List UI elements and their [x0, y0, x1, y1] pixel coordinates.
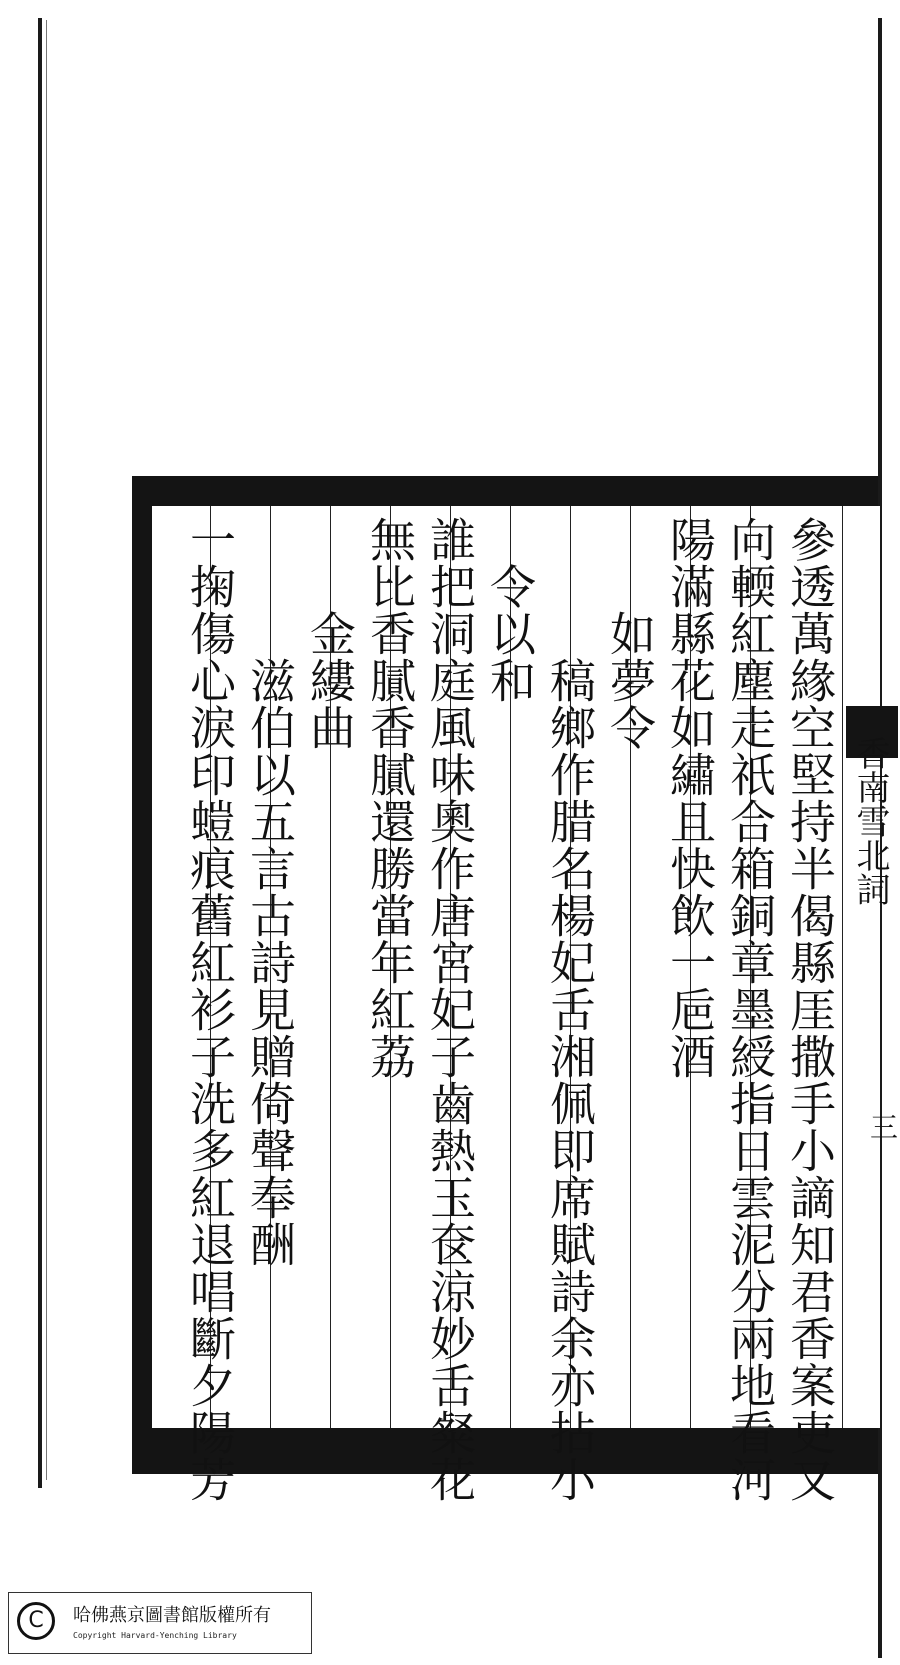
text-column-9: 金縷曲 — [303, 516, 357, 751]
text-column-7: 誰把洞庭風味奧作唐宮妃子齒熱玉奁涼妙舌粲花 — [423, 516, 477, 1503]
copyright-stamp — [8, 1592, 312, 1654]
text-column-11: 一掬傷心淚印螘痕舊紅衫子洗多紅退唱斷夕陽芳 — [183, 516, 237, 1503]
copyright-icon: C — [17, 1602, 55, 1640]
text-column-8: 無比香膩香膩還勝當年紅荔 — [363, 516, 417, 1080]
copyright-english: Copyright Harvard-Yenching Library — [73, 1631, 237, 1640]
text-column-4: 如夢令 — [603, 516, 657, 751]
text-column-6: 令以和 — [483, 516, 537, 704]
text-column-5: 稿鄉作腊名楊妃舌湘佩即席賦詩余亦拈小 — [543, 516, 597, 1503]
column-rule — [842, 506, 843, 1428]
left-page-edge-shadow — [46, 20, 47, 1480]
text-block — [150, 506, 898, 1503]
printed-block-frame — [132, 476, 898, 1503]
page-number: 三 — [869, 1111, 898, 1144]
left-page-edge — [38, 18, 42, 1488]
running-title: 香南雪北詞 — [850, 736, 890, 906]
text-column-1: 參透萬緣空堅持半偈縣厓撒手小謫知君香案吏又 — [783, 516, 837, 1503]
text-column-3: 陽滿縣花如繡且快飲一巵酒 — [663, 516, 717, 1080]
text-column-10: 滋伯以五言古詩見贈倚聲奉酬 — [243, 516, 297, 1268]
text-column-2: 向輭紅塵走祇合箱銅章墨綬指日雲泥分兩地看河 — [723, 516, 777, 1503]
copyright-chinese: 哈佛燕京圖書館版權所有 — [73, 1605, 271, 1626]
